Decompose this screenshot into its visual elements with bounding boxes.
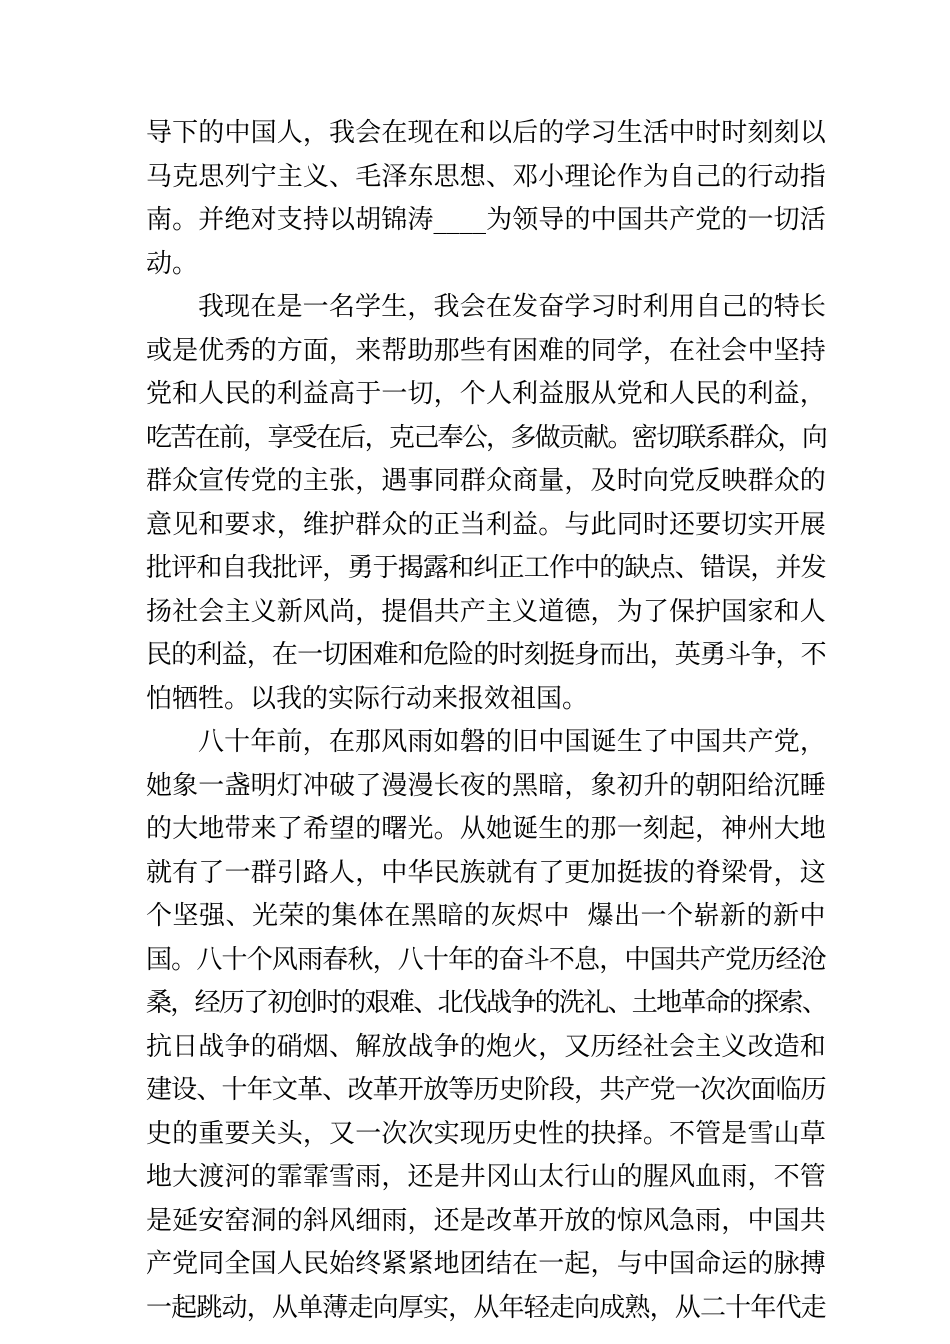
text-line: 个坚强、光荣的集体在黑暗的灰烬中 爆出一个崭新的新中 — [146, 901, 826, 931]
text-line: 桑，经历了初创时的艰难、北伐战争的洗礼、土地革命的探索、 — [146, 988, 826, 1018]
text-line: 吃苦在前，享受在后，克己奉公，多做贡献。密切联系群众，向 — [146, 422, 826, 453]
text-line: 批评和自我批评，勇于揭露和纠正工作中的缺点、错误，并发 — [146, 553, 826, 583]
text-line: 建设、十年文革、改革开放等历史阶段，共产党一次次面临历 — [146, 1075, 826, 1105]
paragraph-first-line: 八十年前，在那风雨如磐的旧中国诞生了中国共产党， — [198, 727, 826, 757]
text-line: 民的利益，在一切困难和危险的时刻挺身而出，英勇斗争，不 — [146, 640, 826, 670]
text-line: 扬社会主义新风尚，提倡共产主义道德，为了保护国家和人 — [146, 596, 826, 627]
text-line: 产党同全国人民始终紧紧地团结在一起，与中国命运的脉搏 — [146, 1249, 826, 1279]
text-line: 导下的中国人，我会在现在和以后的学习生活中时时刻刻以 — [146, 118, 826, 148]
text-line: 动。 — [146, 248, 199, 279]
text-line: 群众宣传党的主张，遇事同群众商量，及时向党反映群众的 — [146, 466, 826, 496]
text-line: 南。并绝对支持以胡锦涛____为领导的中国共产党的一切活 — [146, 205, 826, 235]
text-line: 国。八十个风雨春秋，八十年的奋斗不息，中国共产党历经沧 — [146, 944, 826, 975]
text-line: 或是优秀的方面，来帮助那些有困难的同学，在社会中坚持 — [146, 335, 826, 366]
text-line: 她象一盏明灯冲破了漫漫长夜的黑暗，象初升的朝阳给沉睡 — [146, 770, 826, 801]
text-line: 马克思列宁主义、毛泽东思想、邓小理论作为自己的行动指 — [146, 161, 826, 192]
text-line: 一起跳动，从单薄走向厚实，从年轻走向成熟，从二十年代走 — [146, 1292, 826, 1323]
paragraph-first-line: 我现在是一名学生，我会在发奋学习时利用自己的特长 — [198, 292, 826, 322]
text-line: 就有了一群引路人，中华民族就有了更加挺拔的脊梁骨，这 — [146, 857, 826, 888]
text-line: 是延安窑洞的斜风细雨，还是改革开放的惊风急雨，中国共 — [146, 1205, 826, 1236]
text-line: 地大渡河的霏霏雪雨，还是井冈山太行山的腥风血雨，不管 — [146, 1162, 826, 1192]
text-line: 怕牺牲。以我的实际行动来报效祖国。 — [146, 683, 589, 714]
body-text — [146, 112, 826, 1330]
text-line: 史的重要关头，又一次次实现历史性的抉择。不管是雪山草 — [146, 1118, 826, 1149]
text-line: 的大地带来了希望的曙光。从她诞生的那一刻起，神州大地 — [146, 814, 826, 844]
text-line: 党和人民的利益高于一切，个人利益服从党和人民的利益， — [146, 379, 826, 409]
text-line: 抗日战争的硝烟、解放战争的炮火，又历经社会主义改造和 — [146, 1031, 826, 1062]
text-line: 意见和要求，维护群众的正当利益。与此同时还要切实开展 — [146, 509, 826, 540]
